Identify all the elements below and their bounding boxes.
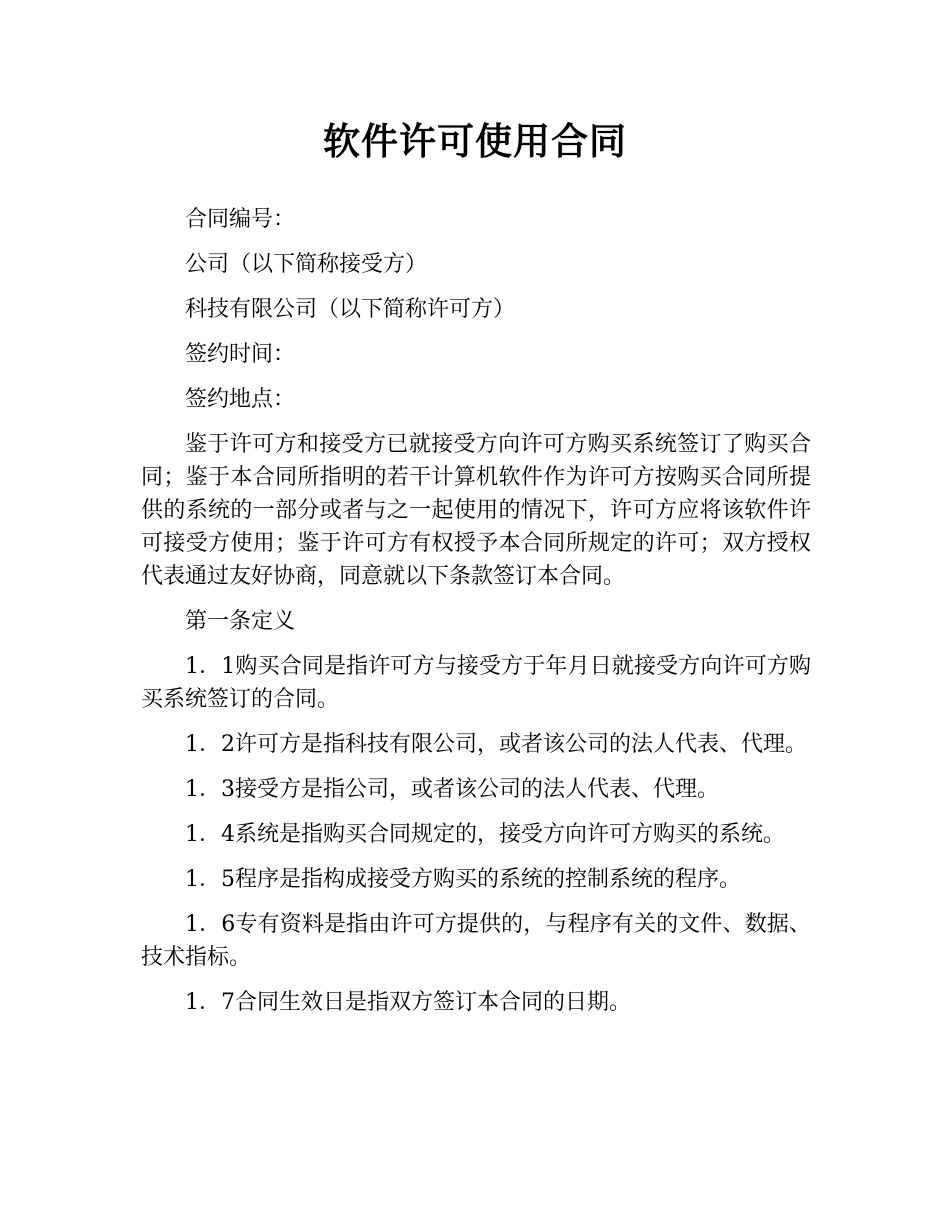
document-body xyxy=(141,203,811,1031)
clause-1-4: 1．4系统是指购买合同规定的，接受方向许可方购买的系统。 xyxy=(185,822,785,847)
document-title: 软件许可使用合同 xyxy=(323,120,627,163)
signing-time-line: 签约时间： xyxy=(185,342,296,367)
clause-1-1: 1．1购买合同是指许可方与接受方于年月日就接受方向许可方购买系统签订的合同。 xyxy=(141,654,811,712)
licensee-line: 公司（以下简称接受方） xyxy=(185,252,428,277)
clause-1-5: 1．5程序是指构成接受方购买的系统的控制系统的程序。 xyxy=(185,867,741,892)
article-heading: 第一条定义 xyxy=(185,609,296,634)
clause-1-6: 1．6专有资料是指由许可方提供的，与程序有关的文件、数据、技术指标。 xyxy=(141,912,811,970)
clause-1-2: 1．2许可方是指科技有限公司，或者该公司的法人代表、代理。 xyxy=(185,732,807,757)
preamble-paragraph: 鉴于许可方和接受方已就接受方向许可方购买系统签订了购买合同；鉴于本合同所指明的若干计算机软件作为许可方按购买合同所提供的系统的一部分或者与之一起使用的情况下，许可方应将该软件许可接受方使用；鉴于许可方有权授予本合同所规定的许可；双方授权代表通过友好协商，同意就以下条款签订本合同。 xyxy=(141,432,811,589)
clause-1-7: 1．7合同生效日是指双方签订本合同的日期。 xyxy=(185,990,631,1015)
signing-place-line: 签约地点： xyxy=(185,387,296,412)
contract-number-line: 合同编号： xyxy=(185,207,296,232)
clause-1-3: 1．3接受方是指公司，或者该公司的法人代表、代理。 xyxy=(185,777,719,802)
licensor-line: 科技有限公司（以下简称许可方） xyxy=(185,297,516,322)
